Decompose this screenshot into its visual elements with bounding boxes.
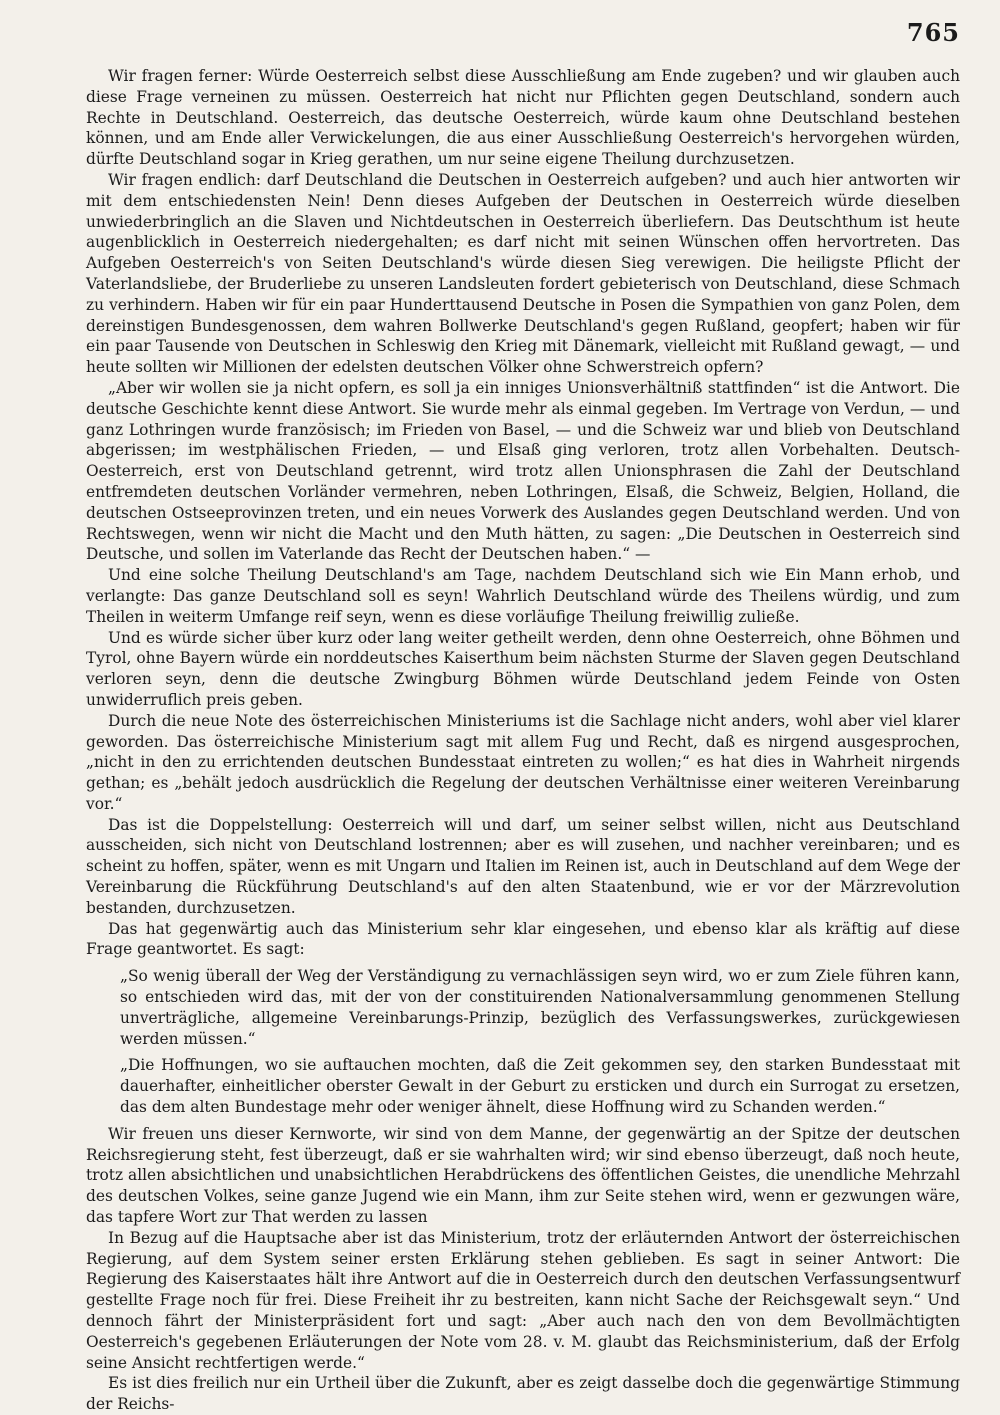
block-quote: „Die Hoffnungen, wo sie auftauchen mochten, daß die Zeit gekommen sey, den starken Bundesstaat mit dauerhafter, einheitlicher oberster Gewalt in der Geburt zu ersticken und durch ein Surrogat zu ersetzen, das dem alten Bundestage mehr oder weniger ähnelt, diese Hoffnung wird zu Schanden werden.“ [120, 1056, 960, 1117]
page-number: 765 [906, 18, 960, 47]
paragraph: Und es würde sicher über kurz oder lang weiter getheilt werden, denn ohne Oesterreich, ohne Böhmen und Tyrol, ohne Bayern würde ein norddeutsches Kaiserthum beim nächsten Sturme der Slaven gegen Deutschland verloren seyn, denn die deutsche Zwingburg Böhmen würde Deutschland jedem Feinde von Osten unwiderruflich preis geben. [86, 628, 960, 709]
paragraph: Und eine solche Theilung Deutschland's am Tage, nachdem Deutschland sich wie Ein Mann erhob, und verlangte: Das ganze Deutschland soll es seyn! Wahrlich Deutschland würde des Theilens würdig, und zum Theilen in weiterm Umfange reif seyn, wenn es diese vorläufige Theilung freiwillig zuließe. [86, 566, 960, 626]
paragraph: Wir fragen endlich: darf Deutschland die Deutschen in Oesterreich aufgeben? und auch hier antworten wir mit dem entschiedensten Nein! Denn dieses Aufgeben der Deutschen in Oesterreich würde dieselben unwiederbringlich an die Slaven und Nichtdeutschen in Oesterreich überliefern. Das Deutschthum ist heute augenblicklich in Oesterreich niedergehalten; es darf nicht mit seinen Wünschen offen hervortreten. Das Aufgeben Oesterreich's von Seiten Deutschland's würde diesen Sieg verewigen. Die heiligste Pflicht der Vaterlandsliebe, der Bruderliebe zu unseren Landsleuten fordert gebieterisch von Deutschland, diese Schmach zu verhindern. Haben wir für ein paar Hunderttausend Deutsche in Posen die Sympathien von ganz Polen, dem dereinstigen Bundesgenossen, dem wahren Bollwerke Deutschland's gegen Rußland, geopfert; haben wir für ein paar Tausende von Deutschen in Schleswig den Krieg mit Dänemark, vielleicht mit Rußland gewagt, — und heute sollten wir Millionen der edelsten deutschen Völker ohne Schwerstreich opfern? [86, 170, 960, 377]
paragraph: Durch die neue Note des österreichischen Ministeriums ist die Sachlage nicht anders, wohl aber viel klarer geworden. Das österreichische Ministerium sagt mit allem Fug und Recht, daß es nirgend ausgesprochen, „nicht in den zu errichtenden deutschen Bundesstaat eintreten zu wollen;“ es hat dies in Wahrheit nirgends gethan; es „behält jedoch ausdrücklich die Regelung der deutschen Verhältnisse einer weiteren Vereinbarung vor.“ [86, 711, 960, 813]
paragraph: Wir freuen uns dieser Kernworte, wir sind von dem Manne, der gegenwärtig an der Spitze der deutschen Reichsregierung steht, fest überzeugt, daß er sie wahrhalten wird; wir sind ebenso überzeugt, daß noch heute, trotz allen absichtlichen und unabsichtlichen Herabdrückens des öffentlichen Geistes, die unendliche Mehrzahl des deutschen Volkes, seine ganze Jugend wie ein Mann, ihm zur Seite stehen wird, wenn er gezwungen wäre, das tapfere Wort zur That werden zu lassen [86, 1124, 960, 1227]
paragraph: Es ist dies freilich nur ein Urtheil über die Zukunft, aber es zeigt dasselbe doch die gegenwärtige Stimmung der Reichs- [86, 1374, 960, 1414]
paragraph: Das hat gegenwärtig auch das Ministerium sehr klar eingesehen, und ebenso klar als kräftig auf diese Frage geantwortet. Es sagt: [86, 919, 960, 959]
article-body [86, 66, 960, 1415]
paragraph: Das ist die Doppelstellung: Oesterreich will und darf, um seiner selbst willen, nicht aus Deutschland ausscheiden, sich nicht von Deutschland lostrennen; aber es will zusehen, und nachher vereinbaren; und es scheint zu hoffen, später, wenn es mit Ungarn und Italien im Reinen ist, auch in Deutschland auf dem Wege der Vereinbarung die Rückführung Deutschland's auf den alten Staatenbund, wie er vor der Märzrevolution bestanden, durchzusetzen. [86, 815, 960, 917]
paragraph: „Aber wir wollen sie ja nicht opfern, es soll ja ein inniges Unionsverhältniß stattfinden“ ist die Antwort. Die deutsche Geschichte kennt diese Antwort. Sie wurde mehr als einmal gegeben. Im Vertrage von Verdun, — und ganz Lothringen wurde französisch; im Frieden von Basel, — und die Schweiz war und blieb von Deutschland abgerissen; im westphälischen Frieden, — und Elsaß ging verloren, trotz allen Vorbehalten. Deutsch-Oesterreich, erst von Deutschland getrennt, wird trotz allen Unionsphrasen die Zahl der Deutschland entfremdeten deutschen Vorländer vermehren, neben Lothringen, Elsaß, die Schweiz, Belgien, Holland, die deutschen Ostseeprovinzen treten, und ein neues Vorwerk des Auslandes gegen Deutschland werden. Und von Rechtswegen, wenn wir nicht die Macht und den Muth hätten, zu sagen: „Die Deutschen in Oesterreich sind Deutsche, und sollen im Vaterlande das Recht der Deutschen haben.“ — [86, 378, 960, 564]
paragraph: In Bezug auf die Hauptsache aber ist das Ministerium, trotz der erläuternden Antwort der österreichischen Regierung, auf dem System seiner ersten Erklärung stehen geblieben. Es sagt in seiner Antwort: Die Regierung des Kaiserstaates hält ihre Antwort auf die in Oesterreich durch den deutschen Verfassungsentwurf gestellte Frage noch für frei. Diese Freiheit ihr zu bestreiten, kann nicht Sache der Reichsgewalt seyn.“ Und dennoch fährt der Ministerpräsident fort und sagt: „Aber auch nach den von dem Bevollmächtigten Oesterreich's gegebenen Erläuterungen der Note vom 28. v. M. glaubt das Reichsministerium, daß der Erfolg seine Ansicht rechtfertigen werde.“ [86, 1228, 960, 1372]
block-quote: „So wenig überall der Weg der Verständigung zu vernachlässigen seyn wird, wo er zum Ziele führen kann, so entschieden wird das, mit der von der constituirenden Nationalversammlung genommenen Stellung unverträgliche, allgemeine Vereinbarungs-Prinzip, bezüglich des Verfassungswerkes, zurückgewiesen werden müssen.“ [120, 967, 960, 1048]
paragraph: Wir fragen ferner: Würde Oesterreich selbst diese Ausschließung am Ende zugeben? und wir glauben auch diese Frage verneinen zu müssen. Oesterreich hat nicht nur Pflichten gegen Deutschland, sondern auch Rechte in Deutschland. Oesterreich, das deutsche Oesterreich, würde kaum ohne Deutschland bestehen können, und am Ende aller Verwickelungen, die aus einer Ausschließung Oesterreich's hervorgehen würden, dürfte Deutschland sogar in Krieg gerathen, um nur seine eigene Theilung durchzusetzen. [86, 67, 960, 169]
